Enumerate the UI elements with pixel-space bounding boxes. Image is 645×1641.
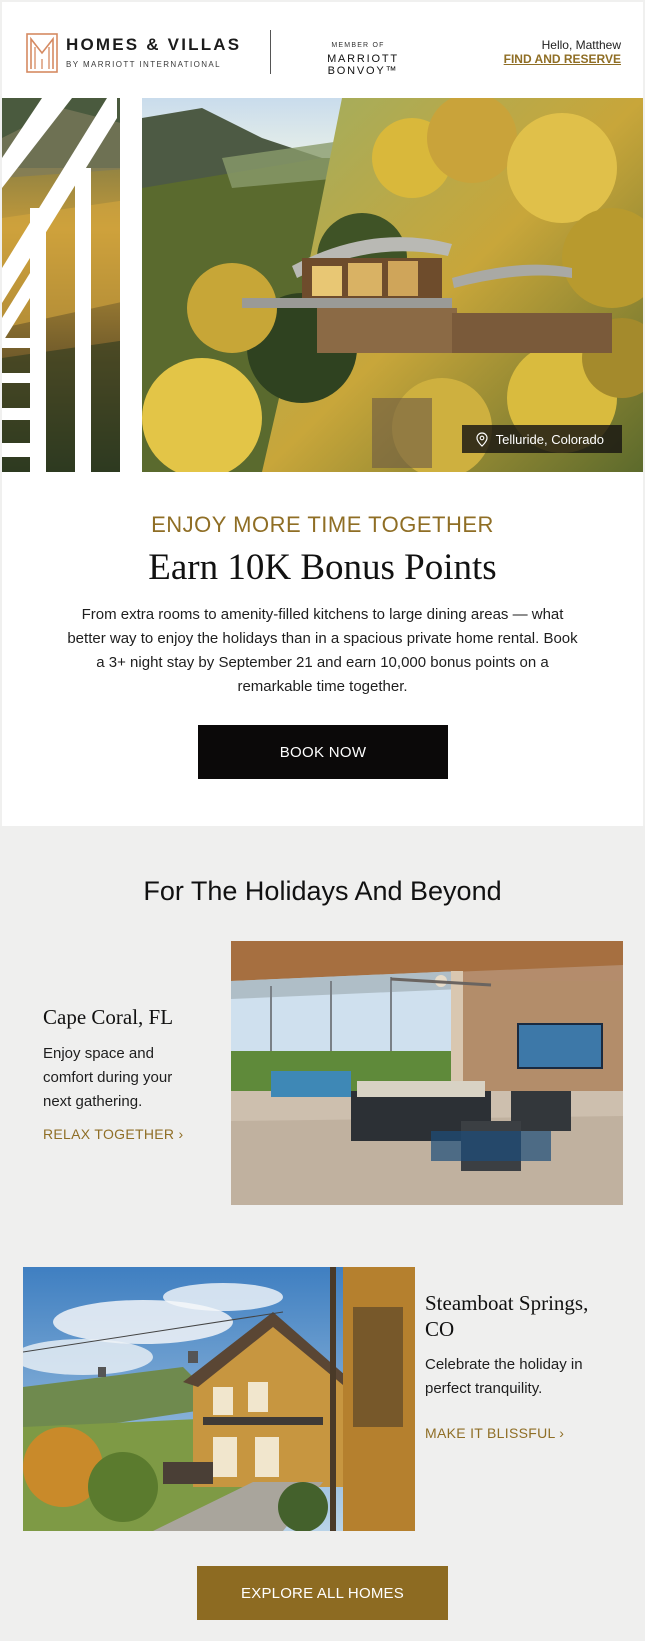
bonvoy-logo[interactable]: MARRIOTT BONVOY™ xyxy=(327,53,399,77)
intro-section xyxy=(2,472,643,828)
hero-photo-telluride[interactable] xyxy=(142,98,643,472)
member-of-label: MEMBER OF xyxy=(331,42,385,49)
location-label: Telluride, Colorado xyxy=(495,431,604,447)
main-headline: Earn 10K Bonus Points xyxy=(148,547,497,588)
find-and-reserve-link[interactable]: FIND AND RESERVE xyxy=(503,52,621,66)
homes-villas-logo-icon[interactable] xyxy=(26,33,58,73)
feature-photo-steamboat[interactable] xyxy=(23,1267,415,1531)
holidays-section xyxy=(0,826,645,1641)
hero-stripe-graphic xyxy=(2,98,140,472)
make-it-blissful-link[interactable]: MAKE IT BLISSFUL › xyxy=(425,1425,565,1441)
feature-desc-steamboat: Celebrate the holiday in perfect tranquility. xyxy=(425,1356,583,1397)
location-tag xyxy=(462,425,622,453)
feature-photo-cape-coral[interactable] xyxy=(231,941,623,1205)
brand-title: HOMES & VILLAS xyxy=(66,35,242,54)
feature-title-cape-coral: Cape Coral, FL xyxy=(43,1005,174,1029)
eyebrow-heading: ENJOY MORE TIME TOGETHER xyxy=(151,512,494,537)
hero xyxy=(2,98,643,472)
email-card xyxy=(2,2,643,828)
greeting: Hello, Matthew xyxy=(541,38,621,52)
book-now-button[interactable]: BOOK NOW xyxy=(198,725,448,779)
cape-coral-photo-image xyxy=(231,941,623,1205)
location-pin-icon xyxy=(476,432,488,447)
header-divider xyxy=(270,30,271,74)
relax-together-link[interactable]: RELAX TOGETHER › xyxy=(43,1126,184,1142)
explore-all-homes-button[interactable]: EXPLORE ALL HOMES xyxy=(197,1566,448,1620)
hero-graphic-panel xyxy=(2,98,140,472)
telluride-photo-image xyxy=(142,98,643,472)
email-header xyxy=(2,2,643,98)
brand-subtitle: BY MARRIOTT INTERNATIONAL xyxy=(66,60,222,69)
intro-body-text: From extra rooms to amenity-filled kitchens to large dining areas — what better way to enjoy the holidays than in a spacious private home rental. Book a 3+ night stay by September 21 and earn 10,000 bonus points on a remarkable time together. xyxy=(67,606,578,695)
feature-title-steamboat: Steamboat Springs, CO xyxy=(425,1291,589,1341)
feature-desc-cape-coral: Enjoy space and comfort during your next gathering. xyxy=(43,1045,173,1110)
section-title: For The Holidays And Beyond xyxy=(143,876,502,906)
steamboat-photo-image xyxy=(23,1267,415,1531)
